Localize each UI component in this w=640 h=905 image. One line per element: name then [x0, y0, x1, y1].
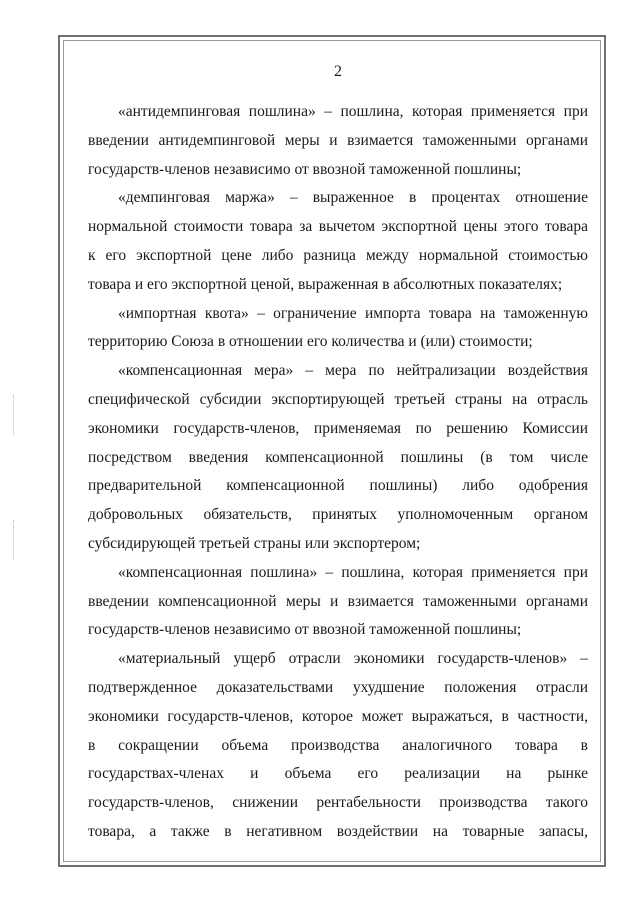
scan-margin-mark — [13, 395, 14, 435]
document-body — [88, 62, 588, 847]
paragraph-line: посредством введения компенсационной пошлины (в том числе — [88, 448, 588, 466]
paragraph-countervailing-duty — [88, 559, 588, 645]
paragraph-line: добровольных обязательств, принятых уполномоченным органом — [88, 506, 588, 524]
paragraph-line: государств-членов независимо от ввозной таможенной пошлины; — [88, 160, 522, 178]
paragraph-line: государств-членов независимо от ввозной таможенной пошлины; — [88, 621, 522, 639]
paragraph-line: «демпинговая маржа» – выраженное в процентах отношение — [118, 189, 588, 207]
paragraph-line: государствах-членах и объема его реализации на рынке — [88, 765, 588, 783]
paragraph-antidumping-duty — [88, 98, 588, 184]
paragraph-line: к его экспортной цене либо разница между нормальной стоимостью — [88, 246, 588, 264]
paragraph-line: субсидирующей третьей страны или экспортером; — [88, 534, 421, 552]
paragraph-line: введении антидемпинговой меры и взимается таможенными органами — [88, 131, 588, 149]
paragraph-line: экономики государств-членов, которое может выражаться, в частности, — [88, 707, 588, 725]
paragraph-line: предварительной компенсационной пошлины) либо одобрения — [88, 477, 588, 495]
scan-margin-mark — [13, 520, 14, 560]
paragraph-line: товара и его экспортной ценой, выраженная в абсолютных показателях; — [88, 275, 563, 293]
paragraph-line: «антидемпинговая пошлина» – пошлина, которая применяется при — [118, 103, 588, 120]
page-number: 2 — [334, 63, 342, 80]
paragraph-material-injury — [88, 645, 588, 847]
paragraph-line: экономики государств-членов, применяемая по решению Комиссии — [88, 419, 588, 437]
paragraph-line: нормальной стоимости товара за вычетом экспортной цены этого товара — [88, 218, 588, 236]
paragraph-line: «материальный ущерб отрасли экономики государств-членов» – — [118, 650, 588, 668]
paragraph-import-quota — [88, 300, 588, 358]
paragraph-dumping-margin — [88, 184, 588, 299]
paragraph-line: государств-членов, снижении рентабельности производства такого — [88, 794, 588, 812]
paragraph-line: подтвержденное доказательствами ухудшение положения отрасли — [88, 678, 588, 696]
paragraph-countervailing-measure — [88, 357, 588, 559]
paragraph-line: в сокращении объема производства аналогичного товара в — [88, 736, 588, 754]
paragraph-line: введении компенсационной меры и взимается таможенными органами — [88, 592, 588, 610]
paragraph-line: «компенсационная пошлина» – пошлина, которая применяется при — [118, 563, 588, 581]
paragraph-line: территорию Союза в отношении его количества и (или) стоимости; — [88, 333, 533, 351]
paragraph-line: товара, а также в негативном воздействии на товарные запасы, — [88, 822, 588, 840]
paragraph-line: специфической субсидии экспортирующей третьей страны на отрасль — [88, 390, 588, 408]
paragraph-line: «импортная квота» – ограничение импорта товара на таможенную — [118, 304, 588, 322]
paragraph-line: «компенсационная мера» – мера по нейтрализации воздействия — [118, 362, 588, 380]
